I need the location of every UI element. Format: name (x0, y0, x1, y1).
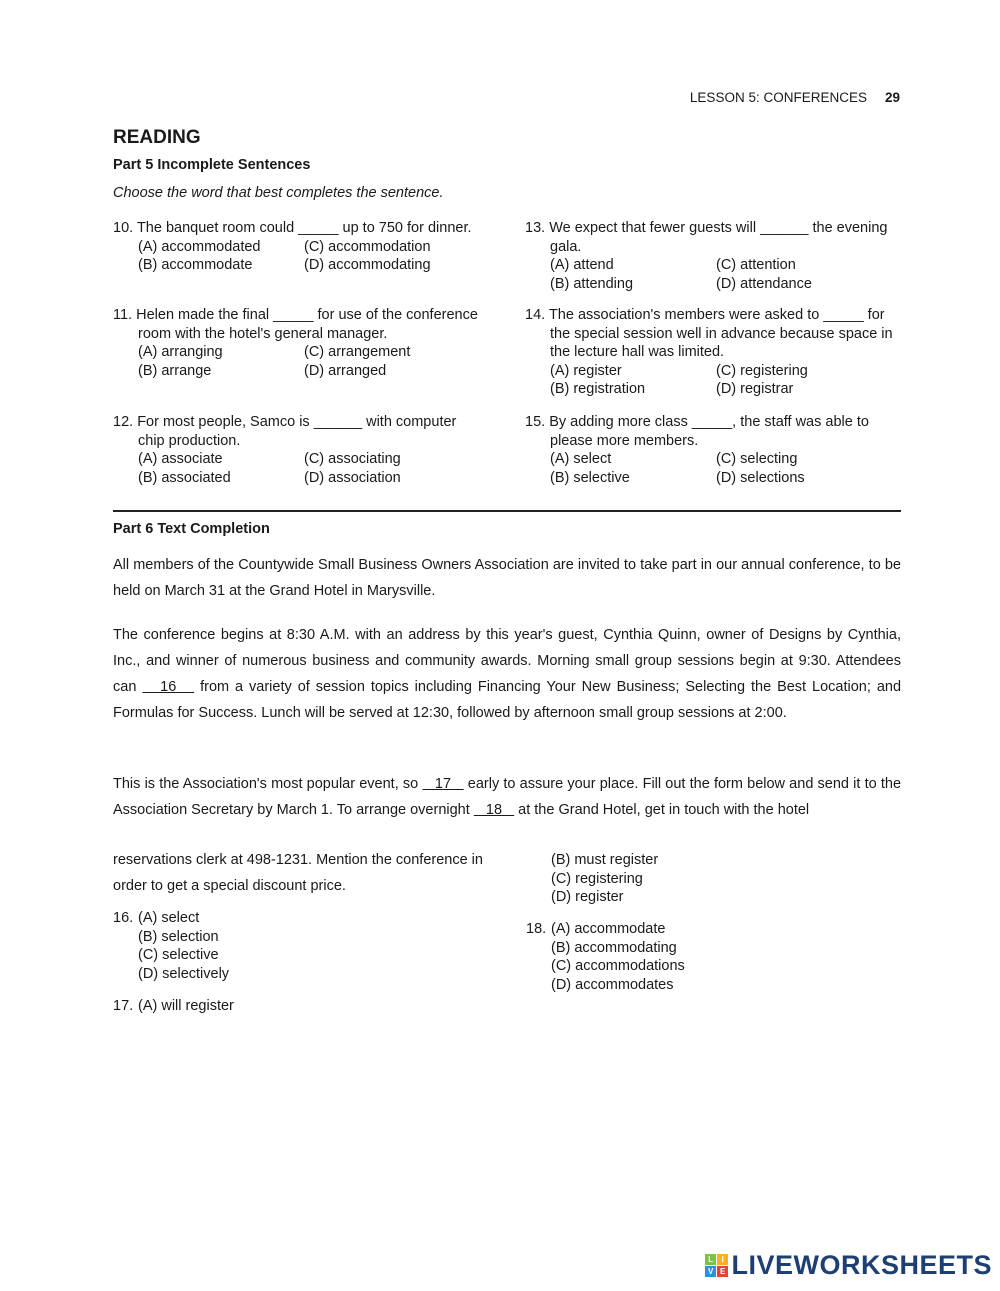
part5-instruction: Choose the word that best completes the sentence. (113, 185, 444, 201)
question-stem (113, 219, 483, 238)
option[interactable]: (D) association (304, 469, 401, 486)
question-14 (525, 306, 895, 399)
question-number: 15. (525, 414, 546, 430)
question-15 (525, 413, 895, 487)
options (138, 238, 483, 275)
question-text: The association's members were asked to _____ for the special session well in advance because space in the lecture hall was limited. (548, 307, 893, 360)
question-18 (526, 920, 685, 994)
option[interactable]: (C) selecting (716, 451, 798, 467)
question-10 (113, 219, 483, 275)
lesson-label: LESSON 5: CONFERENCES (689, 90, 867, 105)
option[interactable]: (B) selective (550, 469, 630, 486)
option[interactable]: (C) accommodation (304, 238, 431, 255)
option[interactable]: (B) registration (550, 381, 646, 397)
question-stem (525, 306, 895, 362)
question-number: 13. (525, 220, 546, 236)
question-17-continued (551, 851, 658, 907)
question-number: 11. (113, 307, 133, 323)
option[interactable]: (A) select (138, 910, 200, 926)
question-number: 14. (525, 307, 546, 323)
part6-title: Part 6 Text Completion (113, 521, 270, 537)
question-text: For most people, Samco is ______ with computer chip production. (137, 414, 457, 449)
option[interactable]: (A) select (550, 451, 612, 467)
question-stem (525, 219, 895, 256)
option[interactable]: (C) registering (716, 362, 808, 379)
options (550, 450, 895, 487)
option[interactable]: (A) will register (138, 998, 234, 1014)
question-stem (525, 413, 895, 450)
option[interactable]: (D) attendance (716, 275, 812, 292)
logo-text: LIVEWORKSHEETS (731, 1250, 992, 1280)
option[interactable]: (B) selection (138, 928, 219, 945)
question-stem (113, 306, 483, 343)
logo-tiles-icon (705, 1254, 728, 1277)
question-text: The banquet room could _____ up to 750 for dinner. (136, 220, 472, 236)
paragraph-1: All members of the Countywide Small Business Owners Association are invited to take part in our annual conference, to be held on March 31 at the Grand Hotel in Marysville. (113, 557, 901, 599)
page-number: 29 (884, 90, 900, 105)
text: at the Grand Hotel, get in touch with the hotel (518, 802, 810, 818)
section-title: READING (113, 127, 201, 148)
option[interactable]: (A) attend (550, 257, 614, 273)
question-number: 16. (113, 910, 134, 926)
liveworksheets-logo (705, 1250, 992, 1281)
option[interactable]: (A) associate (138, 451, 223, 467)
blank-17[interactable]: 17 (422, 776, 464, 792)
question-number: 18. (526, 921, 547, 937)
option[interactable]: (D) selectively (138, 965, 230, 982)
paragraph-3-continued: reservations clerk at 498-1231. Mention the conference in order to get a special discount price. (113, 852, 483, 894)
logo-tile: V (705, 1266, 716, 1277)
option[interactable]: (C) arrangement (304, 344, 411, 360)
option[interactable]: (B) attending (550, 275, 634, 292)
paragraph-3 (113, 771, 901, 823)
blank-18[interactable]: 18 (473, 802, 515, 818)
option[interactable]: (B) must register (551, 852, 659, 868)
option[interactable]: (D) arranged (304, 362, 387, 379)
option[interactable]: (D) accommodating (304, 257, 431, 273)
blank-16[interactable]: 16 (142, 679, 195, 695)
text: This is the Association's most popular event, so (113, 776, 419, 792)
option[interactable]: (C) associating (304, 451, 401, 467)
running-header (690, 90, 900, 105)
option[interactable]: (B) arrange (138, 362, 212, 379)
option[interactable]: (B) accommodate (138, 257, 253, 273)
option[interactable]: (D) registrar (716, 381, 794, 397)
paragraph-2 (113, 622, 901, 726)
option[interactable]: (A) accommodate (551, 921, 666, 937)
options (138, 450, 483, 487)
question-text: We expect that fewer guests will ______ the evening gala. (549, 220, 888, 255)
question-number: 12. (113, 414, 134, 430)
option[interactable]: (D) register (551, 889, 624, 905)
option[interactable]: (A) register (550, 362, 622, 379)
option[interactable]: (C) accommodations (551, 958, 685, 974)
question-16 (113, 909, 229, 983)
text: The conference begins at 8:30 A.M. with an address by this year's guest, Cynthia Quinn, owner of Designs by Cynthia, Inc., and winner of numerous business and community awards. Morning small group sessions begin at 9:30. Attendees can (113, 627, 901, 695)
question-text: By adding more class _____, the staff was able to please more members. (549, 414, 869, 449)
question-number: 17. (113, 998, 134, 1014)
option[interactable]: (C) attention (716, 257, 796, 273)
question-stem (113, 413, 483, 450)
question-number: 10. (113, 220, 134, 236)
options (550, 362, 895, 399)
options (550, 256, 895, 293)
text: early to assure your place. Fill out the form below and send it to the Association Secretary by March 1. To arrange overnight (113, 776, 902, 818)
options (138, 343, 483, 380)
option[interactable]: (A) arranging (138, 344, 223, 360)
question-11 (113, 306, 483, 380)
question-13 (525, 219, 895, 293)
option[interactable]: (B) associated (138, 469, 231, 486)
option[interactable]: (D) accommodates (551, 976, 674, 993)
option[interactable]: (A) accommodated (138, 238, 261, 255)
option[interactable]: (C) registering (551, 870, 643, 887)
logo-tile: E (717, 1266, 728, 1277)
text: from a variety of session topics including Financing Your New Business; Selecting the Best Location; and Formulas for Success. Lunch will be served at 12:30, followed by afternoon small group sessions at 2:00. (113, 679, 902, 721)
logo-tile: I (717, 1254, 728, 1265)
option[interactable]: (B) accommodating (551, 939, 677, 956)
logo-tile: L (705, 1254, 716, 1265)
question-text: Helen made the final _____ for use of the conference room with the hotel's general manager. (136, 307, 478, 342)
divider (113, 510, 901, 512)
option[interactable]: (C) selective (138, 947, 219, 963)
part5-title: Part 5 Incomplete Sentences (113, 157, 311, 173)
question-17 (113, 997, 234, 1016)
question-12 (113, 413, 483, 487)
option[interactable]: (D) selections (716, 469, 805, 486)
